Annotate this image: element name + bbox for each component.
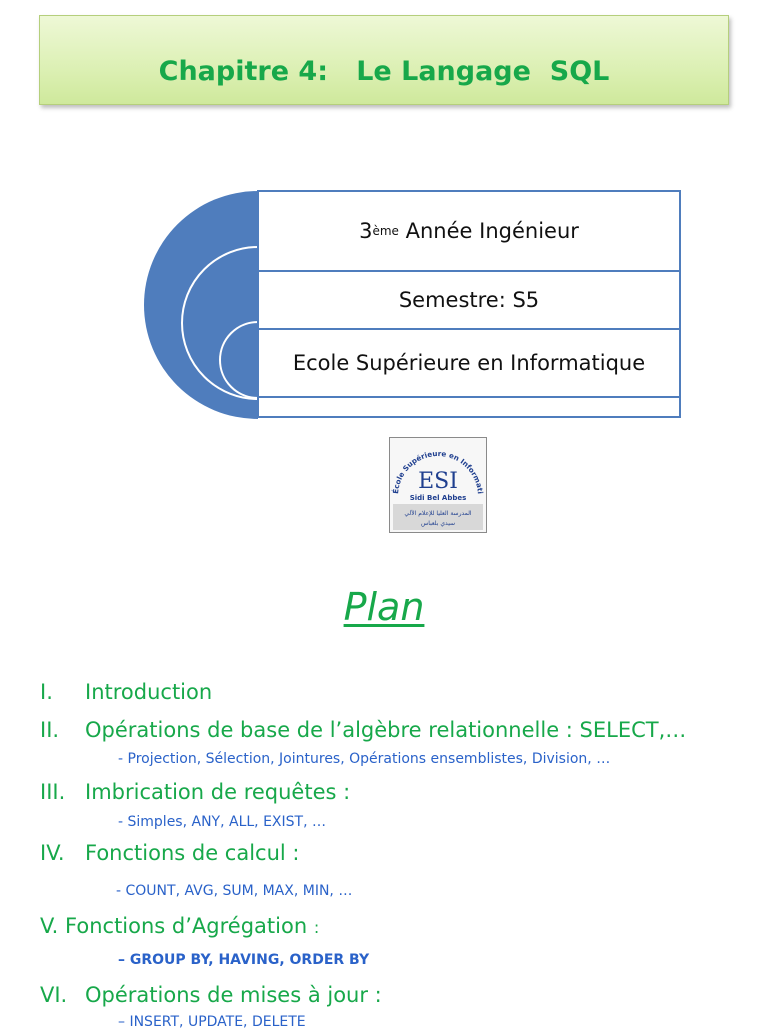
section-2-details: - Projection, Sélection, Jointures, Opérations ensemblistes, Division, … bbox=[118, 751, 611, 767]
page-title: Chapitre 4: Le Langage SQL bbox=[158, 56, 610, 87]
section-2 bbox=[40, 718, 686, 742]
section-title: Introduction bbox=[85, 680, 213, 704]
section-title: Opérations de mises à jour : bbox=[85, 983, 382, 1007]
section-numeral: V. bbox=[40, 914, 59, 938]
semester-box bbox=[257, 270, 681, 328]
section-4-details: - COUNT, AVG, SUM, MAX, MIN, … bbox=[116, 883, 353, 899]
semester-label: Semestre: S5 bbox=[398, 288, 540, 312]
section-title: Fonctions d’Agrégation bbox=[65, 914, 308, 938]
esi-logo-graphic bbox=[390, 438, 486, 532]
section-title: Imbrication de requêtes : bbox=[85, 780, 351, 804]
section-6-details: – INSERT, UPDATE, DELETE bbox=[118, 1014, 306, 1030]
logo-arabic-line2: سيدي بلعباس bbox=[420, 520, 456, 527]
logo-acronym: ESI bbox=[418, 469, 458, 494]
year-superscript: ème bbox=[372, 224, 399, 238]
logo-arc-text: École Supérieure en Informati bbox=[391, 448, 485, 495]
year-box bbox=[257, 190, 681, 270]
info-graphic bbox=[0, 0, 768, 430]
section-title: Fonctions de calcul : bbox=[85, 841, 300, 865]
section-1 bbox=[40, 680, 212, 704]
section-title: Opérations de base de l’algèbre relationnelle : SELECT,… bbox=[85, 718, 687, 742]
section-3 bbox=[40, 780, 350, 804]
section-4 bbox=[40, 841, 300, 865]
esi-logo bbox=[389, 437, 487, 533]
section-numeral: I. bbox=[40, 680, 53, 704]
section-numeral: VI. bbox=[40, 983, 68, 1007]
year-number: 3 bbox=[359, 219, 373, 243]
plan-heading: Plan bbox=[343, 585, 425, 629]
school-box bbox=[257, 328, 681, 396]
section-numeral: IV. bbox=[40, 841, 65, 865]
logo-city: Sidi Bel Abbes bbox=[409, 494, 467, 502]
logo-arabic-line1: المدرسة العليا للإعلام الآلي bbox=[404, 510, 472, 517]
empty-box bbox=[257, 396, 681, 418]
section-5-details: – GROUP BY, HAVING, ORDER BY bbox=[118, 952, 370, 968]
section-numeral: III. bbox=[40, 780, 66, 804]
section-6 bbox=[40, 983, 382, 1007]
section-title-suffix: : bbox=[313, 918, 320, 937]
section-3-details: - Simples, ANY, ALL, EXIST, … bbox=[118, 814, 326, 830]
year-label: Année Ingénieur bbox=[398, 219, 579, 243]
school-label: Ecole Supérieure en Informatique bbox=[292, 351, 646, 375]
section-5 bbox=[40, 914, 319, 938]
section-numeral: II. bbox=[40, 718, 60, 742]
